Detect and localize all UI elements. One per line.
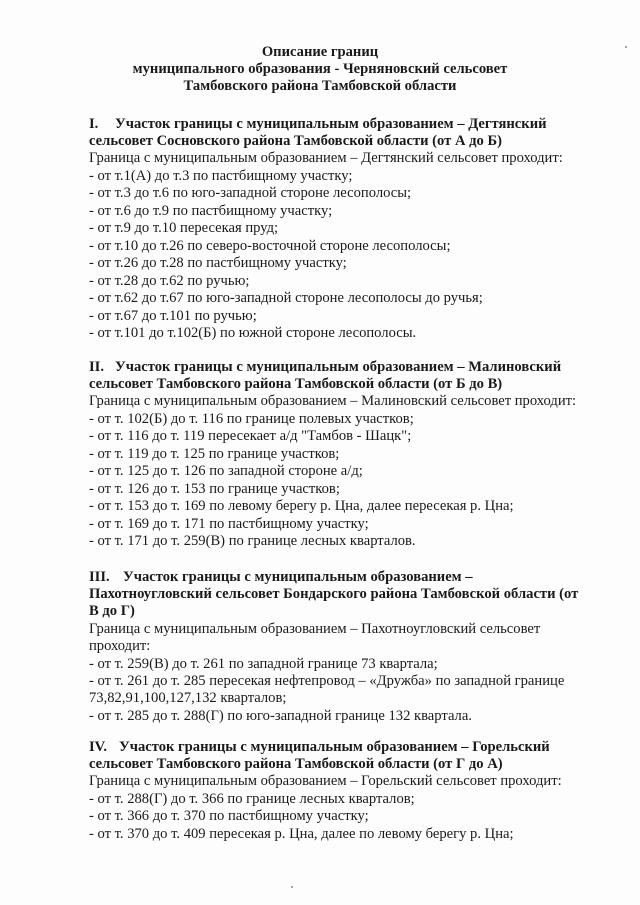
section-3-item: - от т. 261 до т. 285 пересекая нефтепровод – «Дружба» по западной границе [89, 673, 565, 689]
section-2-item: - от т. 102(Б) до т. 116 по границе полевых участков; [89, 411, 414, 427]
section-4-heading-line-1: IV. Участок границы с муниципальным образованием – Горельский [89, 739, 550, 755]
section-2-item: - от т. 125 до т. 126 по западной стороне а/д; [89, 463, 363, 479]
section-4-heading-line-2: сельсовет Тамбовского района Тамбовской области (от Г до А) [89, 756, 503, 772]
section-3-item: - от т. 259(В) до т. 261 по западной границе 73 квартала; [89, 656, 438, 672]
section-1-heading-line-1: I. Участок границы с муниципальным образованием – Дегтянский [89, 116, 547, 132]
section-1-item: - от т.3 до т.6 по юго-западной стороне лесополосы; [89, 185, 412, 201]
section-1-item: - от т.6 до т.9 по пастбищному участку; [89, 203, 333, 219]
section-2-item: - от т. 171 до т. 259(В) по границе лесных кварталов. [89, 533, 416, 549]
section-3-item: 73,82,91,100,127,132 кварталов; [89, 690, 287, 706]
section-1-item: - от т.62 до т.67 по юго-западной стороне лесополосы до ручья; [89, 290, 483, 306]
section-2-item: - от т. 126 до т. 153 по границе участков; [89, 481, 340, 497]
section-3-intro-line-1: Граница с муниципальным образованием – Пахотноугловский сельсовет [89, 621, 541, 637]
section-3-heading-line-2: Пахотноугловский сельсовет Бондарского района Тамбовской области (от [89, 586, 579, 602]
section-3-heading-line-1: III. Участок границы с муниципальным образованием – [89, 569, 473, 585]
section-1-item: - от т.9 до т.10 пересекая пруд; [89, 220, 279, 236]
document-title-line-1: Описание границ [261, 44, 379, 60]
section-3-number: III. [89, 569, 110, 585]
scan-speck [291, 886, 293, 888]
section-3-item: - от т. 285 до т. 288(Г) по юго-западной границе 132 квартала. [89, 708, 472, 724]
section-4-item: - от т. 288(Г) до т. 366 по границе лесных кварталов; [89, 791, 415, 807]
section-1-item: - от т.10 до т.26 по северо-восточной стороне лесополосы; [89, 238, 451, 254]
section-2-number: II. [89, 359, 105, 375]
section-1-intro: Граница с муниципальным образованием – Дегтянский сельсовет проходит: [89, 150, 563, 166]
document-title-line-2: муниципального образования - Черняновский сельсовет [132, 61, 508, 77]
section-2-item: - от т. 119 до т. 125 по границе участков; [89, 446, 340, 462]
document-title-line-3: Тамбовского района Тамбовской области [183, 78, 457, 94]
section-2-intro: Граница с муниципальным образованием – Малиновский сельсовет проходит: [89, 393, 577, 409]
section-1-item: - от т.1(А) до т.3 по пастбищному участку; [89, 168, 353, 184]
section-4-number: IV. [89, 739, 107, 755]
section-4-item: - от т. 370 до т. 409 пересекая р. Цна, далее по левому берегу р. Цна; [89, 826, 514, 842]
scan-speck [625, 46, 627, 48]
section-1-heading-line-2: сельсовет Сосновского района Тамбовской области (от А до Б) [89, 133, 502, 149]
section-1-item: - от т.101 до т.102(Б) по южной стороне лесополосы. [89, 325, 417, 341]
section-1-item: - от т.28 до т.62 по ручью; [89, 273, 250, 289]
section-1-number: I. [89, 116, 99, 132]
section-2-item: - от т. 116 до т. 119 пересекает а/д "Тамбов - Шацк"; [89, 428, 412, 444]
section-1-item: - от т.67 до т.101 по ручью; [89, 308, 257, 324]
section-2-heading-line-1: II. Участок границы с муниципальным образованием – Малиновский [89, 359, 562, 375]
section-2-item: - от т. 169 до т. 171 по пастбищному участку; [89, 516, 369, 532]
section-3-intro-line-2: проходит: [89, 638, 151, 654]
section-4-item: - от т. 366 до т. 370 по пастбищному участку; [89, 808, 369, 824]
section-1-item: - от т.26 до т.28 по пастбищному участку; [89, 255, 347, 271]
section-2-item: - от т. 153 до т. 169 по левому берегу р. Цна, далее пересекая р. Цна; [89, 498, 514, 514]
section-2-heading-line-2: сельсовет Тамбовского района Тамбовской области (от Б до В) [89, 376, 503, 392]
section-3-heading-line-3: В до Г) [89, 603, 135, 619]
section-4-intro: Граница с муниципальным образованием – Горельский сельсовет проходит: [89, 773, 562, 789]
